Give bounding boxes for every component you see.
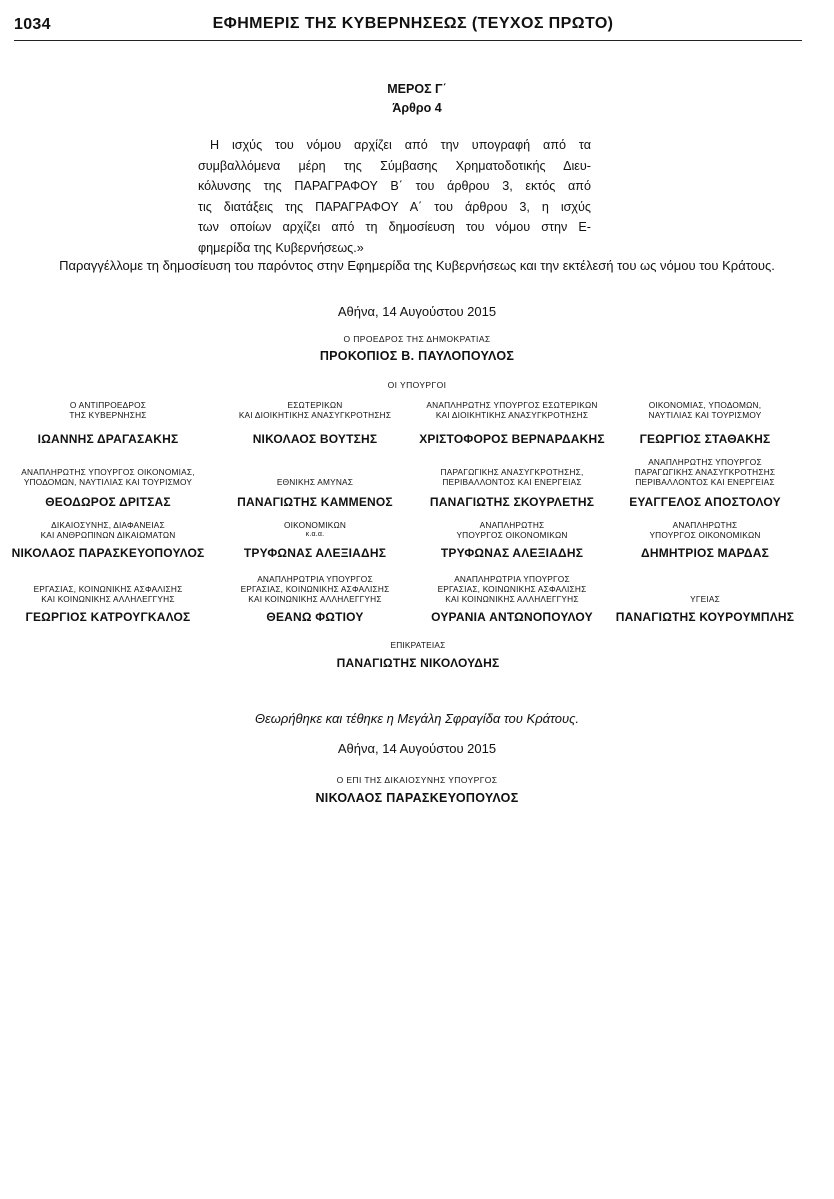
part-heading: ΜΕΡΟΣ Γ΄ <box>387 82 447 96</box>
minister-title: ΠΑΡΑΓΩΓΙΚΗΣ ΑΝΑΣΥΓΚΡΟΤΗΣΗΣ <box>634 467 776 477</box>
minister-signature <box>308 640 528 670</box>
minister-name: ΓΕΩΡΓΙΟΣ ΣΤΑΘΑΚΗΣ <box>639 432 771 446</box>
minister-name: ΠΑΝΑΓΙΩΤΗΣ ΣΚΟΥΡΛΕΤΗΣ <box>429 495 595 509</box>
minister-title: ΔΙΚΑΙΟΣΥΝΗΣ, ΔΙΑΦΑΝΕΙΑΣ <box>51 520 165 530</box>
minister-title: ΑΝΑΠΛΗΡΩΤΡΙΑ ΥΠΟΥΡΓΟΣ <box>257 574 373 584</box>
article-line: κόλυνσης της ΠΑΡΑΓΡΑΦΟΥ Β΄ του άρθρου 3, εκτός από <box>198 179 591 193</box>
minister-title: ΚΑΙ ΚΟΙΝΩΝΙΚΗΣ ΑΛΛΗΛΕΓΓΥΗΣ <box>41 594 175 604</box>
article-line: Η ισχύς του νόμου αρχίζει από την υπογραφή από τα <box>210 138 591 152</box>
minister-name: ΙΩΑΝΝΗΣ ΔΡΑΓΑΣΑΚΗΣ <box>37 432 179 446</box>
minister-signature <box>605 594 805 624</box>
minister-name: ΝΙΚΟΛΑΟΣ ΠΑΡΑΣΚΕΥΟΠΟΥΛΟΣ <box>11 546 205 560</box>
minister-name: ΧΡΙΣΤΟΦΟΡΟΣ ΒΕΡΝΑΡΔΑΚΗΣ <box>419 432 605 446</box>
minister-title: ΑΝΑΠΛΗΡΩΤΗΣ ΥΠΟΥΡΓΟΣ ΟΙΚΟΝΟΜΙΑΣ, <box>21 467 195 477</box>
president-name: ΠΡΟΚΟΠΙΟΣ Β. ΠΑΥΛΟΠΟΥΛΟΣ <box>319 349 515 363</box>
justice-minister-name: ΝΙΚΟΛΑΟΣ ΠΑΡΑΣΚΕΥΟΠΟΥΛΟΣ <box>315 791 519 805</box>
page-header <box>14 14 802 41</box>
minister-title: ΕΠΙΚΡΑΤΕΙΑΣ <box>390 640 446 650</box>
minister-signature <box>412 520 612 560</box>
article-line: τις διατάξεις της ΠΑΡΑΓΡΑΦΟΥ Α΄ του άρθρου 3, η ισχύς <box>198 199 591 214</box>
minister-title: ΥΠΟΥΡΓΟΣ ΟΙΚΟΝΟΜΙΚΩΝ <box>456 530 568 540</box>
minister-title: ΠΑΡΑΓΩΓΙΚΗΣ ΑΝΑΣΥΓΚΡΟΤΗΣΗΣ, <box>440 467 584 477</box>
minister-signature <box>215 574 415 624</box>
minister-title: ΤΗΣ ΚΥΒΕΡΝΗΣΗΣ <box>69 410 147 420</box>
minister-signature <box>215 477 415 509</box>
minister-title: ΥΠΟΥΡΓΟΣ ΟΙΚΟΝΟΜΙΚΩΝ <box>649 530 761 540</box>
seal-text: Θεωρήθηκε και τέθηκε η Μεγάλη Σφραγίδα του Κράτους. <box>254 711 580 726</box>
minister-title: ΕΡΓΑΣΙΑΣ, ΚΟΙΝΩΝΙΚΗΣ ΑΣΦΑΛΙΣΗΣ <box>437 584 587 594</box>
minister-signature <box>412 574 612 624</box>
gazette-title: ΕΦΗΜΕΡΙΣ ΤΗΣ ΚΥΒΕΡΝΗΣΕΩΣ (ΤΕΥΧΟΣ ΠΡΩΤΟ) <box>212 15 614 32</box>
minister-title: ΕΡΓΑΣΙΑΣ, ΚΟΙΝΩΝΙΚΗΣ ΑΣΦΑΛΙΣΗΣ <box>33 584 183 594</box>
article-line: φημερίδα της Κυβερνήσεως.» <box>198 240 364 255</box>
minister-signature <box>605 400 805 446</box>
minister-title: ΑΝΑΠΛΗΡΩΤΗΣ <box>672 520 738 530</box>
minister-name: ΤΡΥΦΩΝΑΣ ΑΛΕΞΙΑΔΗΣ <box>243 546 387 560</box>
minister-signature <box>412 400 612 446</box>
minister-signature <box>8 467 208 509</box>
minister-title: ΑΝΑΠΛΗΡΩΤΡΙΑ ΥΠΟΥΡΓΟΣ <box>454 574 570 584</box>
minister-name: ΤΡΥΦΩΝΑΣ ΑΛΕΞΙΑΔΗΣ <box>440 546 584 560</box>
president-title: Ο ΠΡΟΕΔΡΟΣ ΤΗΣ ΔΗΜΟΚΡΑΤΙΑΣ <box>343 334 491 344</box>
justice-minister-title: Ο ΕΠΙ ΤΗΣ ΔΙΚΑΙΟΣΥΝΗΣ ΥΠΟΥΡΓΟΣ <box>336 775 498 785</box>
date-line: Αθήνα, 14 Αυγούστου 2015 <box>337 741 497 756</box>
minister-title: ΕΘΝΙΚΗΣ ΑΜΥΝΑΣ <box>276 477 354 487</box>
minister-signature <box>215 400 415 446</box>
minister-title: ΚΑΙ ΔΙΟΙΚΗΤΙΚΗΣ ΑΝΑΣΥΓΚΡΟΤΗΣΗΣ <box>238 410 392 420</box>
minister-title: ΑΝΑΠΛΗΡΩΤΗΣ ΥΠΟΥΡΓΟΣ ΕΣΩΤΕΡΙΚΩΝ <box>426 400 598 410</box>
minister-signature <box>605 520 805 560</box>
minister-title: Ο ΑΝΤΙΠΡΟΕΔΡΟΣ <box>69 400 147 410</box>
minister-name: ΟΥΡΑΝΙΑ ΑΝΤΩΝΟΠΟΥΛΟΥ <box>431 610 593 624</box>
minister-name: ΔΗΜΗΤΡΙΟΣ ΜΑΡΔΑΣ <box>641 546 769 560</box>
minister-title: ΚΑΙ ΑΝΘΡΩΠΙΝΩΝ ΔΙΚΑΙΩΜΑΤΩΝ <box>40 530 176 540</box>
minister-name: ΕΥΑΓΓΕΛΟΣ ΑΠΟΣΤΟΛΟΥ <box>629 495 781 509</box>
minister-title: ΝΑΥΤΙΛΙΑΣ ΚΑΙ ΤΟΥΡΙΣΜΟΥ <box>648 410 762 420</box>
minister-name: ΠΑΝΑΓΙΩΤΗΣ ΝΙΚΟΛΟΥΔΗΣ <box>336 656 500 670</box>
minister-title: ΠΕΡΙΒΑΛΛΟΝΤΟΣ ΚΑΙ ΕΝΕΡΓΕΙΑΣ <box>635 477 775 487</box>
article-line: συμβαλλόμενα μέρη της Σύμβασης Χρηματοδοτικής Διευ- <box>198 158 591 173</box>
minister-title: ΑΝΑΠΛΗΡΩΤΗΣ ΥΠΟΥΡΓΟΣ <box>648 457 762 467</box>
minister-signature <box>8 400 208 446</box>
promulgation-text: Παραγγέλλομε τη δημοσίευση του παρόντος στην Εφημερίδα της Κυβερνήσεως και την εκτέλεσή του ως νόμου του Κράτους. <box>59 258 775 273</box>
ministers-label: ΟΙ ΥΠΟΥΡΓΟΙ <box>387 380 447 390</box>
minister-title: ΕΡΓΑΣΙΑΣ, ΚΟΙΝΩΝΙΚΗΣ ΑΣΦΑΛΙΣΗΣ <box>240 584 390 594</box>
article-text <box>198 135 591 258</box>
minister-title: ΟΙΚΟΝΟΜΙΑΣ, ΥΠΟΔΟΜΩΝ, <box>648 400 762 410</box>
minister-signature <box>215 520 415 560</box>
minister-signature <box>412 467 612 509</box>
minister-signature <box>8 584 208 624</box>
minister-title: ΠΕΡΙΒΑΛΛΟΝΤΟΣ ΚΑΙ ΕΝΕΡΓΕΙΑΣ <box>442 477 582 487</box>
minister-title: ΚΑΙ ΔΙΟΙΚΗΤΙΚΗΣ ΑΝΑΣΥΓΚΡΟΤΗΣΗΣ <box>435 410 589 420</box>
minister-name: ΝΙΚΟΛΑΟΣ ΒΟΥΤΣΗΣ <box>252 432 378 446</box>
minister-title: ΥΠΟΔΟΜΩΝ, ΝΑΥΤΙΛΙΑΣ ΚΑΙ ΤΟΥΡΙΣΜΟΥ <box>23 477 193 487</box>
minister-signature <box>605 457 805 509</box>
minister-title: ΕΣΩΤΕΡΙΚΩΝ <box>287 400 343 410</box>
article-heading: Άρθρο 4 <box>392 101 442 115</box>
minister-title: ΥΓΕΙΑΣ <box>690 594 720 604</box>
minister-title: ΚΑΙ ΚΟΙΝΩΝΙΚΗΣ ΑΛΛΗΛΕΓΓΥΗΣ <box>248 594 382 604</box>
minister-name: ΓΕΩΡΓΙΟΣ ΚΑΤΡΟΥΓΚΑΛΟΣ <box>25 610 191 624</box>
article-line: των οποίων αρχίζει από τη δημοσίευση του νόμου στην Ε- <box>198 220 591 234</box>
minister-signature <box>8 520 208 560</box>
minister-name: ΘΕΟΔΩΡΟΣ ΔΡΙΤΣΑΣ <box>45 495 171 509</box>
minister-title: ΟΙΚΟΝΟΜΙΚΩΝ <box>283 520 347 530</box>
minister-name: ΠΑΝΑΓΙΩΤΗΣ ΚΟΥΡΟΥΜΠΛΗΣ <box>615 610 795 624</box>
minister-name: ΘΕΑΝΩ ΦΩΤΙΟΥ <box>266 610 364 624</box>
minister-name: ΠΑΝΑΓΙΩΤΗΣ ΚΑΜΜΕΝΟΣ <box>237 495 393 509</box>
date-line: Αθήνα, 14 Αυγούστου 2015 <box>337 304 497 319</box>
minister-title: ΑΝΑΠΛΗΡΩΤΗΣ <box>479 520 545 530</box>
minister-title: κ.α.α. <box>305 531 325 538</box>
page-number: 1034 <box>14 16 51 33</box>
minister-title: ΚΑΙ ΚΟΙΝΩΝΙΚΗΣ ΑΛΛΗΛΕΓΓΥΗΣ <box>445 594 579 604</box>
